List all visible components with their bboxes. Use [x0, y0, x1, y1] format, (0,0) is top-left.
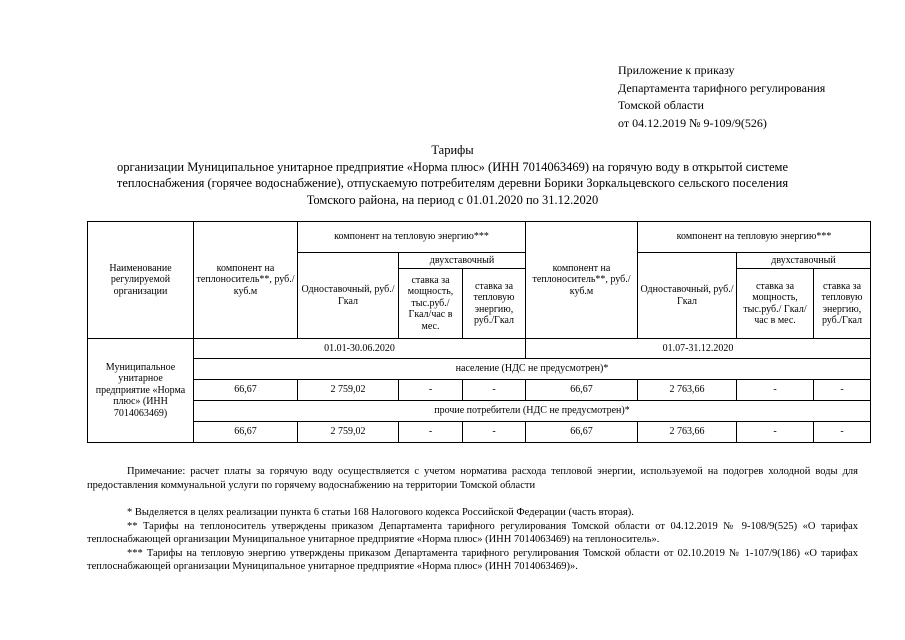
- footnote-2: ** Тарифы на теплоноситель утверждены приказом Департамента тарифного регулирования Томской области от 04.12.2019 № 9-108/9(525) «О тарифах теплоснабжающей организации Муниципальное унитарное предприятие «Норма плюс» (ИНН 7014063469) на теплоноситель».: [87, 520, 858, 545]
- header-energy-rate-1: ставка за тепловую энергию, руб./Гкал: [463, 269, 526, 339]
- cell-value: 2 759,02: [298, 380, 399, 401]
- cell-value: -: [814, 422, 871, 443]
- header-two-rate-1: двухставочный: [399, 253, 526, 269]
- remark-text: Примечание: расчет платы за горячую воду осуществляется с учетом норматива расхода тепловой энергии, используемой на подогрев холодной воды для предоставления коммунальной услуги по горячему водоснабжению на территории Томской области: [87, 466, 858, 491]
- period-2: 01.07-31.12.2020: [526, 339, 871, 359]
- header-power-rate-1: ставка за мощность, тыс.руб./ Гкал/час в мес.: [399, 269, 463, 339]
- header-carrier-2: компонент на теплоноситель**, руб./куб.м: [526, 222, 638, 339]
- cell-value: -: [814, 380, 871, 401]
- group-label-population: население (НДС не предусмотрен)*: [194, 359, 871, 380]
- cell-value: 66,67: [526, 380, 638, 401]
- footnote-1: * Выделяется в целях реализации пункта 6 статьи 168 Налогового кодекса Российской Федерации (часть вторая).: [127, 507, 634, 518]
- cell-value: -: [737, 380, 814, 401]
- appendix-line-4: от 04.12.2019 № 9-109/9(526): [618, 115, 767, 130]
- appendix-block: [618, 62, 825, 132]
- header-heat-1: компонент на тепловую энергию***: [298, 222, 526, 253]
- cell-value: 2 759,02: [298, 422, 399, 443]
- cell-value: -: [399, 380, 463, 401]
- document-title: [60, 142, 845, 208]
- header-heat-2: компонент на тепловую энергию***: [638, 222, 871, 253]
- header-energy-rate-2: ставка за тепловую энергию, руб./Гкал: [814, 269, 871, 339]
- title-heading: Тарифы: [431, 143, 474, 157]
- appendix-line-1: Приложение к приказу: [618, 63, 735, 77]
- org-name-cell: Муниципальное унитарное предприятие «Норма плюс» (ИНН 7014063469): [88, 339, 194, 443]
- cell-value: -: [399, 422, 463, 443]
- footnote-3: *** Тарифы на тепловую энергию утверждены приказом Департамента тарифного регулирования Томской области от 02.10.2019 № 1-107/9(186) «О тарифах теплоснабжающей организации Муниципальное унитарное предприятие «Норма плюс» (ИНН 7014063469)».: [87, 547, 858, 572]
- header-power-rate-2: ставка за мощность, тыс.руб./ Гкал/час в мес.: [737, 269, 814, 339]
- cell-value: 2 763,66: [638, 422, 737, 443]
- footnotes-block: [87, 506, 858, 574]
- table-row: [88, 422, 871, 443]
- header-two-rate-2: двухставочный: [737, 253, 871, 269]
- appendix-line-2: Департамента тарифного регулирования: [618, 80, 826, 95]
- header-org-name: Наименование регулируемой организации: [88, 222, 194, 339]
- title-line-3: Томского района, на период с 01.01.2020 по 31.12.2020: [306, 192, 599, 207]
- table-row: [88, 380, 871, 401]
- cell-value: -: [737, 422, 814, 443]
- period-1: 01.01-30.06.2020: [194, 339, 526, 359]
- appendix-line-3: Томской области: [618, 98, 704, 112]
- cell-value: 2 763,66: [638, 380, 737, 401]
- cell-value: -: [463, 422, 526, 443]
- cell-value: -: [463, 380, 526, 401]
- header-single-rate-2: Одноставочный, руб./Гкал: [638, 253, 737, 339]
- group-label-other: прочие потребители (НДС не предусмотрен)*: [194, 401, 871, 422]
- cell-value: 66,67: [194, 422, 298, 443]
- tariff-table: [87, 221, 871, 443]
- title-line-1: организации Муниципальное унитарное предприятие «Норма плюс» (ИНН 7014063469) на горячую воду в открытой системе: [116, 159, 788, 174]
- cell-value: 66,67: [194, 380, 298, 401]
- remark-block: [87, 465, 858, 492]
- header-single-rate-1: Одноставочный, руб./Гкал: [298, 253, 399, 339]
- title-line-2: теплоснабжения (горячее водоснабжение), отпускаемую потребителям деревни Борики Зоркальцевского сельского поселения: [116, 176, 789, 190]
- header-carrier-1: компонент на теплоноситель**, руб./куб.м: [194, 222, 298, 339]
- cell-value: 66,67: [526, 422, 638, 443]
